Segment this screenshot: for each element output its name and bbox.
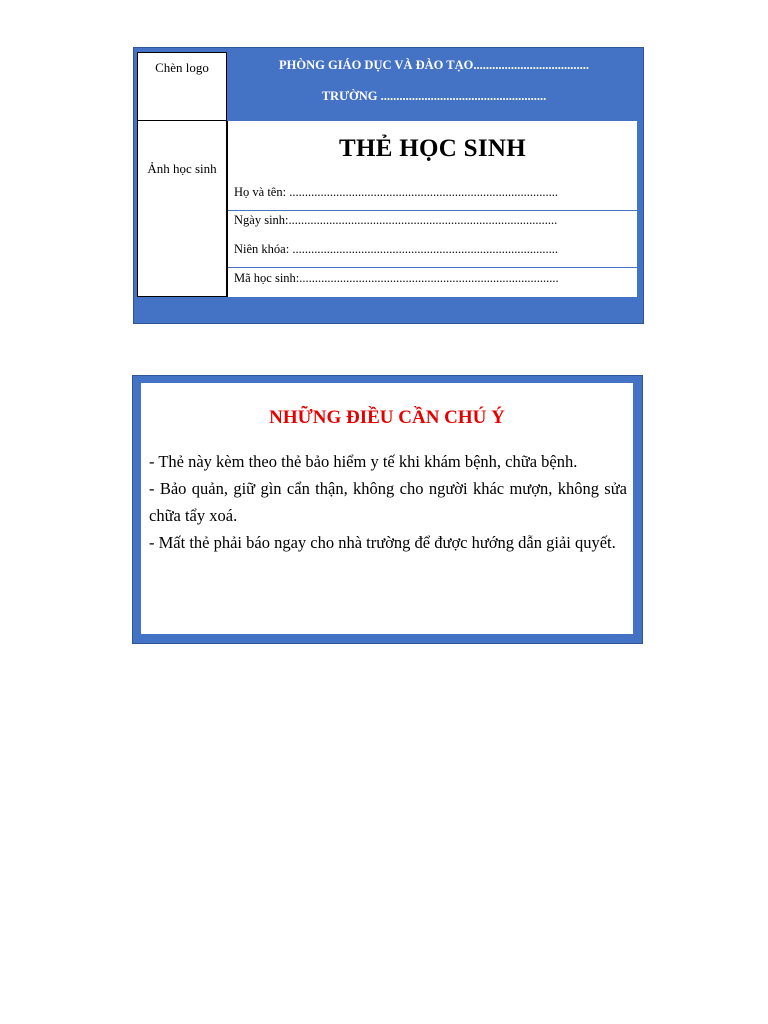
student-info-panel	[227, 121, 637, 297]
student-card-front	[133, 47, 644, 324]
divider	[228, 267, 637, 268]
note-item: - Bảo quản, giữ gìn cẩn thận, không cho người khác mượn, không sửa chữa tẩy xoá.	[149, 479, 627, 525]
divider	[228, 210, 637, 211]
note-item: - Mất thẻ phải báo ngay cho nhà trường để được hướng dẫn giải quyết.	[149, 533, 616, 552]
birthdate-field: Ngày sinh:......................................................................................	[234, 213, 558, 227]
name-field: Họ và tên: ......................................................................................	[234, 185, 558, 199]
student-id-field: Mã học sinh:...................................................................................	[234, 271, 559, 285]
school-year-field: Niên khóa: .....................................................................................	[234, 242, 558, 256]
school-header: TRƯỜNG .....................................................	[321, 89, 547, 103]
notes-panel	[141, 383, 633, 634]
card-title: THẺ HỌC SINH	[339, 135, 526, 162]
notes-title: NHỮNG ĐIỀU CẦN CHÚ Ý	[269, 407, 505, 428]
note-item: - Thẻ này kèm theo thẻ bảo hiểm y tế khi khám bệnh, chữa bệnh.	[149, 452, 578, 471]
logo-placeholder	[137, 52, 227, 121]
department-header: PHÒNG GIÁO DỤC VÀ ĐÀO TẠO.....................................	[279, 58, 589, 72]
photo-placeholder	[137, 120, 227, 297]
logo-label: Chèn logo	[155, 60, 209, 75]
student-card-back	[132, 375, 643, 644]
photo-label: Ảnh học sinh	[147, 161, 217, 176]
